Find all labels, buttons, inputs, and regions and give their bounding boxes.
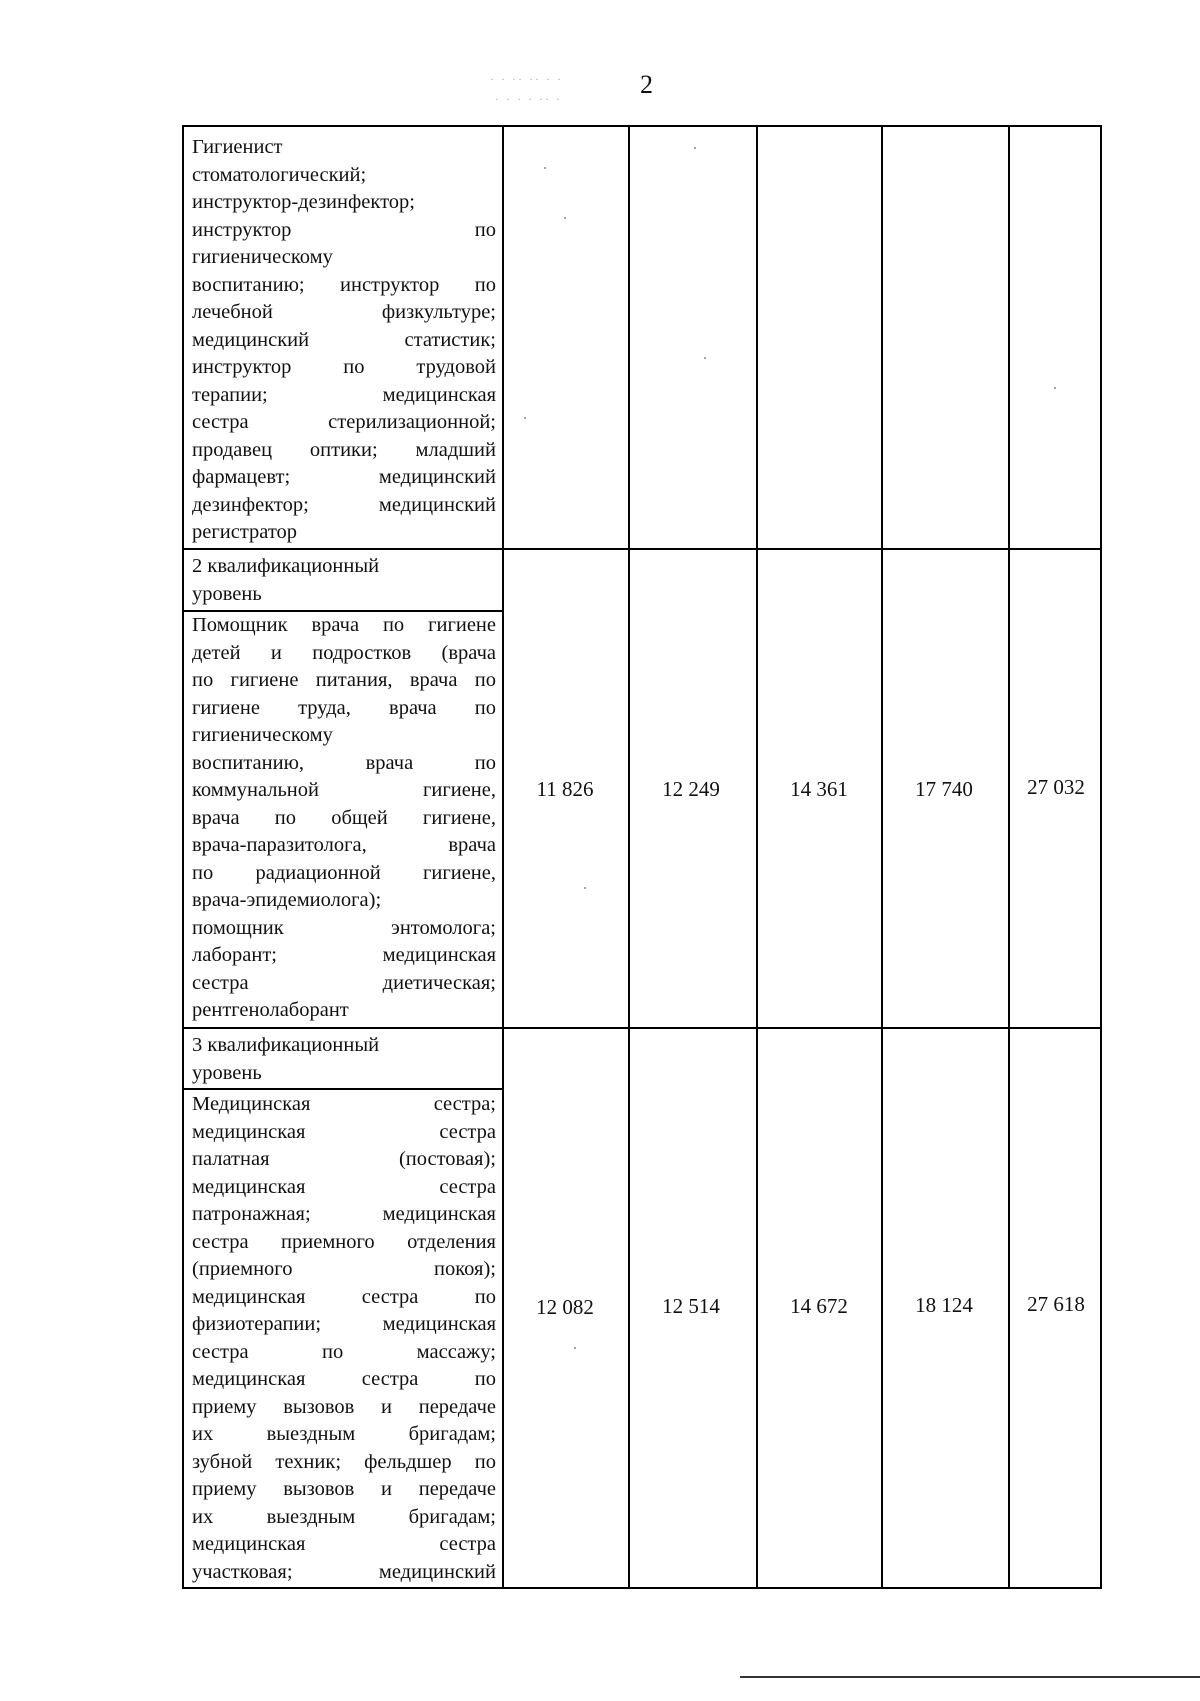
text-line: медицинская сестра [192, 1533, 496, 1555]
level-line: уровень [192, 582, 262, 605]
text-line: физиотерапии; медицинская [192, 1313, 496, 1335]
text-line: медицинская сестра [192, 1120, 496, 1143]
column-divider [502, 127, 504, 1587]
column-divider [756, 127, 758, 1587]
salary-value: 17 740 [915, 777, 973, 801]
text-line: сестра стерилизационной; [192, 411, 496, 433]
level-line: 3 квалификационный [192, 1034, 380, 1056]
position-list-row-3 [192, 1091, 496, 1586]
scan-speck [574, 1347, 576, 1349]
text-line: воспитанию, врача по [192, 751, 496, 774]
text-line: медицинская сестра по [192, 1285, 496, 1308]
text-line: фармацевт; медицинский [192, 466, 496, 488]
scan-speck [1054, 387, 1056, 389]
scan-speck [564, 217, 566, 219]
text-line: палатная (постовая); [192, 1148, 496, 1170]
scan-speck [524, 417, 526, 419]
text-line: медицинская сестра по [192, 1368, 496, 1390]
text-line: по радиационной гигиене, [192, 861, 496, 884]
position-list-row-2 [192, 612, 496, 1025]
text-line: Гигиенист [192, 136, 283, 158]
column-divider [1008, 127, 1010, 1587]
column-divider [628, 127, 630, 1587]
text-line: их выездным бригадам; [192, 1423, 496, 1445]
scan-edge-line [740, 1676, 1200, 1678]
salary-value: 12 514 [662, 1294, 720, 1318]
salary-value: 11 826 [536, 777, 594, 801]
text-line: гигиеническому [192, 246, 333, 268]
scan-speck [694, 147, 696, 149]
text-line: медицинская сестра [192, 1175, 496, 1198]
salary-value: 18 124 [915, 1293, 973, 1317]
text-line: гигиеническому [192, 724, 333, 746]
salary-value: 14 361 [790, 777, 848, 801]
text-line: врача-паразитолога, врача [192, 834, 496, 856]
salary-value: 27 032 [1027, 775, 1085, 799]
scan-speck [544, 167, 546, 169]
text-line: гигиене труда, врача по [192, 696, 496, 719]
text-line: дезинфектор; медицинский [192, 493, 496, 516]
text-line: по гигиене питания, врача по [192, 669, 496, 691]
text-line: приему вызовов и передаче [192, 1478, 496, 1500]
salary-value: 12 082 [536, 1295, 594, 1319]
text-line: инструктор по трудовой [192, 356, 496, 378]
text-line: Медицинская сестра; [192, 1093, 496, 1115]
qualification-level-2 [192, 553, 496, 608]
text-line: рентгенолаборант [192, 999, 349, 1021]
text-line: зубной техник; фельдшер по [192, 1450, 496, 1473]
salary-value: 12 249 [662, 777, 720, 801]
page-number: 2 [640, 70, 653, 99]
text-line: сестра по массажу; [192, 1340, 496, 1363]
text-line: инструктор по [192, 218, 496, 241]
text-line: врача-эпидемиолога); [192, 889, 382, 911]
text-line: продавец оптики; младший [192, 438, 496, 461]
text-line: лаборант; медицинская [192, 944, 496, 966]
scan-noise: · · · · ·· · [495, 92, 562, 106]
text-line: (приемного покоя); [192, 1258, 496, 1280]
row-divider [184, 548, 1102, 550]
text-line: приему вызовов и передаче [192, 1395, 496, 1418]
salary-value: 27 618 [1027, 1292, 1085, 1316]
text-line: сестра диетическая; [192, 971, 496, 994]
row-divider [184, 1027, 1102, 1029]
text-line: участковая; медицинский [192, 1560, 496, 1583]
level-divider [184, 1088, 502, 1090]
qualification-level-3 [192, 1032, 496, 1087]
salary-value: 14 672 [790, 1294, 848, 1318]
text-line: помощник энтомолога; [192, 916, 496, 939]
scan-noise: · · ·· ·· · · [490, 72, 563, 86]
text-line: лечебной физкультуре; [192, 301, 496, 323]
text-line: Помощник врача по гигиене [192, 614, 496, 636]
scan-speck [704, 357, 706, 359]
text-line: сестра приемного отделения [192, 1230, 496, 1253]
text-line: медицинский статистик; [192, 328, 496, 351]
text-line: патронажная; медицинская [192, 1203, 496, 1225]
text-line: терапии; медицинская [192, 383, 496, 406]
text-line: врача по общей гигиене, [192, 806, 496, 829]
text-line: стоматологический; [192, 163, 367, 186]
text-line: воспитанию; инструктор по [192, 273, 496, 296]
position-list-row-1 [192, 134, 496, 547]
salary-table [182, 125, 1102, 1589]
text-line: их выездным бригадам; [192, 1505, 496, 1528]
text-line: инструктор-дезинфектор; [192, 191, 415, 213]
column-divider [881, 127, 883, 1587]
level-line: уровень [192, 1061, 262, 1084]
text-line: регистратор [192, 521, 298, 543]
text-line: детей и подростков (врача [192, 641, 496, 664]
text-line: коммунальной гигиене, [192, 779, 496, 801]
scan-speck [584, 887, 586, 889]
level-line: 2 квалификационный [192, 555, 380, 577]
